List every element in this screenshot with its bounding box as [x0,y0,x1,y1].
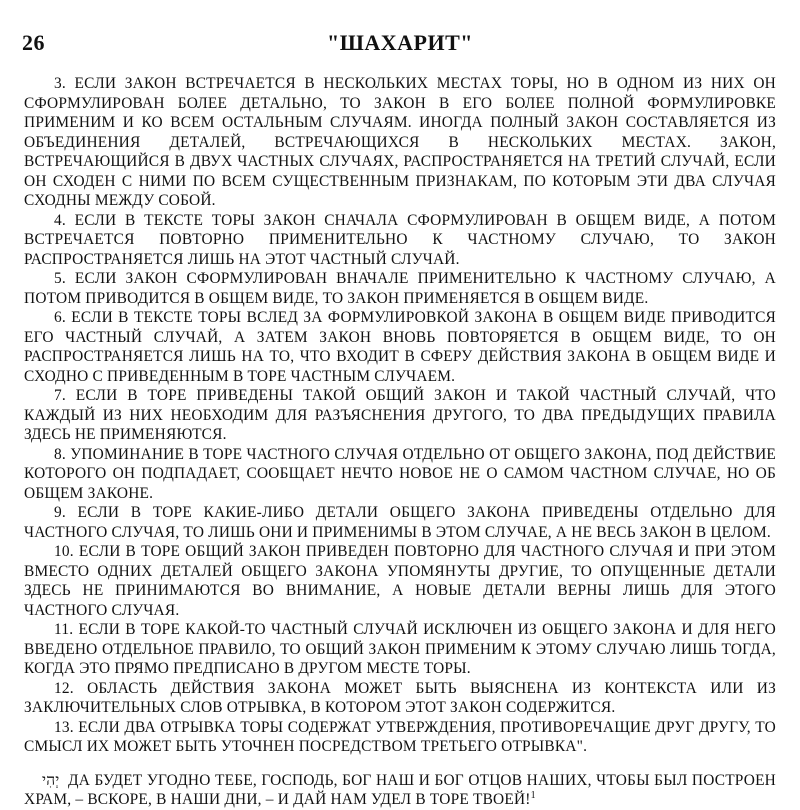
closing-prayer-text: ДА БУДЕТ УГОДНО ТЕБЕ, ГОСПОДЬ, БОГ НАШ И БОГ ОТЦОВ НАШИХ, ЧТОБЫ БЫЛ ПОСТРОЕН ХРАМ, – ВСКОРЕ, В НАШИ ДНИ, – И ДАЙ НАМ УДЕЛ В ТОРЕ ТВОЕЙ! [24,771,776,808]
rule-paragraph-13: 13. ЕСЛИ ДВА ОТРЫВКА ТОРЫ СОДЕРЖАТ УТВЕРЖДЕНИЯ, ПРОТИВОРЕЧАЩИЕ ДРУГ ДРУГУ, ТО СМЫСЛ ИХ МОЖЕТ БЫТЬ УТОЧНЕН ПОСРЕДСТВОМ ТРЕТЬЕГО ОТРЫВКА". [24,718,776,755]
page-header [22,30,778,60]
rule-paragraph-10: 10. ЕСЛИ В ТОРЕ ОБЩИЙ ЗАКОН ПРИВЕДЕН ПОВТОРНО ДЛЯ ЧАСТНОГО СЛУЧАЯ И ПРИ ЭТОМ ВМЕСТО ОДНИХ ДЕТАЛЕЙ ОБЩЕГО ЗАКОНА УПОМЯНУТЫ ДРУГИЕ, ТО ОПУЩЕННЫЕ ДЕТАЛИ ЗДЕСЬ НЕ ПРИНИМАЮТСЯ ВО ВНИМАНИЕ, А НОВЫЕ ДЕТАЛИ ВЕРНЫ ЛИШЬ ДЛЯ ЭТОГО ЧАСТНОГО СЛУЧАЯ. [24,543,776,619]
rule-paragraph-3: 3. ЕСЛИ ЗАКОН ВСТРЕЧАЕТСЯ В НЕСКОЛЬКИХ МЕСТАХ ТОРЫ, НО В ОДНОМ ИЗ НИХ ОН СФОРМУЛИРОВАН БОЛЕЕ ДЕТАЛЬНО, ТО ЗАКОН В ЕГО БОЛЕЕ ПОЛНОЙ ФОРМУЛИРОВКЕ ПРИМЕНИМ И КО ВСЕМ ОСТАЛЬНЫМ СЛУЧАЯМ. ИНОГДА ПОЛНЫЙ ЗАКОН СОСТАВЛЯЕТСЯ ИЗ ОБЪЕДИНЕНИЯ ДЕТАЛЕЙ, ВСТРЕЧАЮЩИХСЯ В НЕСКОЛЬКИХ МЕСТАХ. ЗАКОН, ВСТРЕЧАЮЩИЙСЯ В ДВУХ ЧАСТНЫХ СЛУЧАЯХ, РАСПРОСТРАНЯЕТСЯ НА ТРЕТИЙ СЛУЧАЙ, ЕСЛИ ОН СХОДЕН С НИМИ ПО ВСЕМ СУЩЕСТВЕННЫМ ПРИЗНАКАМ, ПО КОТОРЫМ ЭТИ ДВА СЛУЧАЯ СХОДНЫ МЕЖДУ СОБОЙ. [24,75,776,209]
body-text [24,74,776,810]
rule-paragraph-11: 11. ЕСЛИ В ТОРЕ КАКОЙ-ТО ЧАСТНЫЙ СЛУЧАЙ ИСКЛЮЧЕН ИЗ ОБЩЕГО ЗАКОНА И ДЛЯ НЕГО ВВЕДЕНО ОТДЕЛЬНОЕ ПРАВИЛО, ТО ОБЩИЙ ЗАКОН ПРИМЕНИМ К ЭТОМУ СЛУЧАЮ ЛИШЬ ТОГДА, КОГДА ЭТО ПРЯМО ПРЕДПИСАНО В ДРУГОМ МЕСТЕ ТОРЫ. [24,621,776,677]
rule-paragraph-9: 9. ЕСЛИ В ТОРЕ КАКИЕ-ЛИБО ДЕТАЛИ ОБЩЕГО ЗАКОНА ПРИВЕДЕНЫ ОТДЕЛЬНО ДЛЯ ЧАСТНОГО СЛУЧАЯ, ТО ЛИШЬ ОНИ И ПРИМЕНИМЫ В ЭТОМ СЛУЧАЕ, А НЕ ВЕСЬ ЗАКОН В ЦЕЛОМ. [24,504,776,541]
rule-paragraph-7: 7. ЕСЛИ В ТОРЕ ПРИВЕДЕНЫ ТАКОЙ ОБЩИЙ ЗАКОН И ТАКОЙ ЧАСТНЫЙ СЛУЧАЙ, ЧТО КАЖДЫЙ ИЗ НИХ НЕОБХОДИМ ДЛЯ РАЗЪЯСНЕНИЯ ДРУГОГО, ТО ДВА ПРЕДЫДУЩИХ ПРАВИЛА ЗДЕСЬ НЕ ПРИМЕНЯЮТСЯ. [24,387,776,443]
hebrew-opening-word: יְהִי [42,771,60,789]
rule-paragraph-4: 4. ЕСЛИ В ТЕКСТЕ ТОРЫ ЗАКОН СНАЧАЛА СФОРМУЛИРОВАН В ОБЩЕМ ВИДЕ, А ПОТОМ ВСТРЕЧАЕТСЯ ПОВТОРНО ПРИМЕНИТЕЛЬНО К ЧАСТНОМУ СЛУЧАЮ, ТО ЗАКОН РАСПРОСТРАНЯЕТСЯ ЛИШЬ НА ЭТОТ ЧАСТНЫЙ СЛУЧАЙ. [24,211,776,268]
rule-paragraph-12: 12. ОБЛАСТЬ ДЕЙСТВИЯ ЗАКОНА МОЖЕТ БЫТЬ ВЫЯСНЕНА ИЗ КОНТЕКСТА ИЛИ ИЗ ЗАКЛЮЧИТЕЛЬНЫХ СЛОВ ОТРЫВКА, В КОТОРОМ ЭТОТ ЗАКОН СОДЕРЖИТСЯ. [24,679,776,716]
rule-paragraph-6: 6. ЕСЛИ В ТЕКСТЕ ТОРЫ ВСЛЕД ЗА ФОРМУЛИРОВКОЙ ЗАКОНА В ОБЩЕМ ВИДЕ ПРИВОДИТСЯ ЕГО ЧАСТНЫЙ СЛУЧАЙ, А ЗАТЕМ ЗАКОН ВНОВЬ ПОВТОРЯЕТСЯ В ОБЩЕМ ВИДЕ, ТО ОН РАСПРОСТРАНЯЕТСЯ ЛИШЬ НА ТО, ЧТО ВХОДИТ В СФЕРУ ДЕЙСТВИЯ ЗАКОНА В ОБЩЕМ ВИДЕ И СХОДНО С ПРИВЕДЕННЫМ В ТОРЕ ЧАСТНЫМ СЛУЧАЕМ. [24,309,776,385]
running-title: "ШАХАРИТ" [327,30,473,55]
footnote-reference[interactable]: 1 [530,789,536,801]
rule-paragraph-8: 8. УПОМИНАНИЕ В ТОРЕ ЧАСТНОГО СЛУЧАЯ ОТДЕЛЬНО ОТ ОБЩЕГО ЗАКОНА, ПОД ДЕЙСТВИЕ КОТОРОГО ОН ПОДПАДАЕТ, СООБЩАЕТ НЕЧТО НОВОЕ НЕ О САМОМ ЧАСТНОМ СЛУЧАЕ, НО ОБ ОБЩЕМ ЗАКОНЕ. [24,445,776,502]
page-number: 26 [22,30,45,55]
rule-paragraph-5: 5. ЕСЛИ ЗАКОН СФОРМУЛИРОВАН ВНАЧАЛЕ ПРИМЕНИТЕЛЬНО К ЧАСТНОМУ СЛУЧАЮ, А ПОТОМ ПРИВОДИТСЯ В ОБЩЕМ ВИДЕ, ТО ЗАКОН ПРИМЕНЯЕТСЯ В ОБЩЕМ ВИДЕ. [24,270,776,307]
